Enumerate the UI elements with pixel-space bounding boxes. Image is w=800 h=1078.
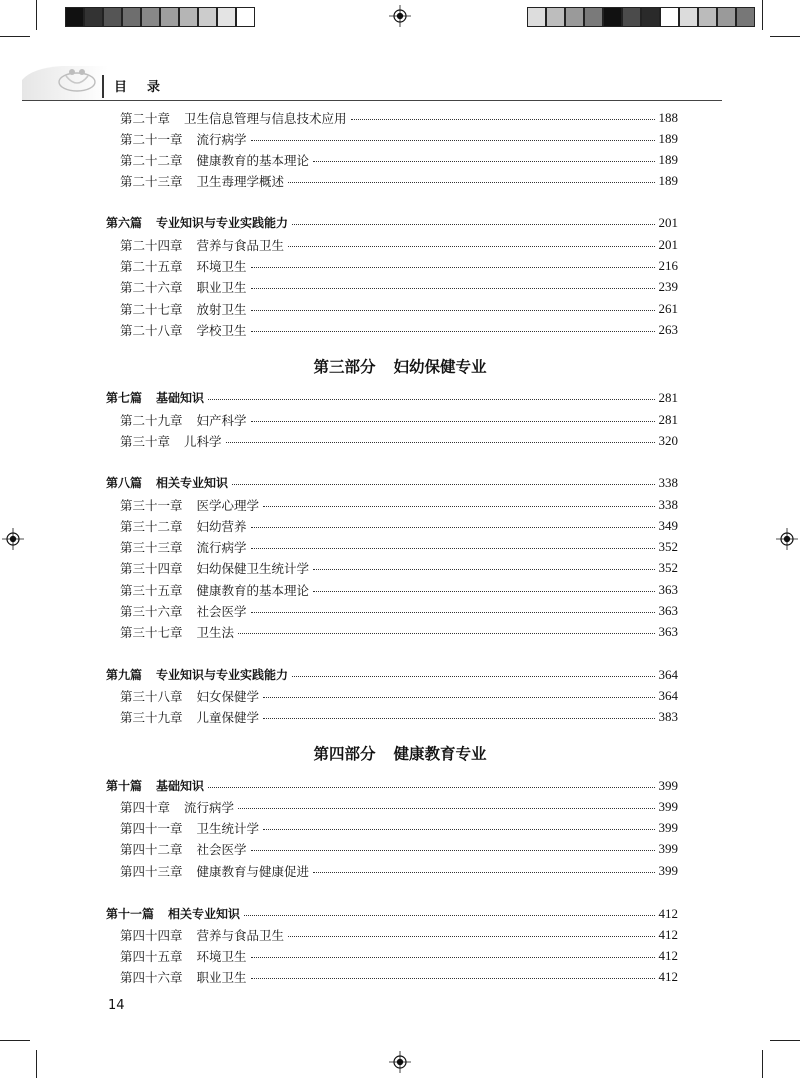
- chapter-number: 第三十三章: [120, 539, 183, 555]
- chapter-title: 儿童保健学: [196, 709, 260, 725]
- chapter-title: 卫生法: [196, 624, 235, 640]
- chapter-number: 第二十二章: [120, 152, 183, 168]
- chapter-number: 第三十五章: [120, 582, 183, 598]
- crop-mark: [0, 1040, 30, 1041]
- page-ref: 399: [658, 798, 678, 814]
- leader-dots: [251, 421, 655, 422]
- leader-dots: [288, 936, 654, 937]
- color-swatch: [565, 7, 584, 27]
- part-title: 基础知识: [156, 779, 205, 793]
- chapter-title: 妇幼保健卫生统计学: [196, 560, 310, 576]
- chapter-number: 第四十二章: [120, 841, 183, 857]
- chapter-number: 第三十九章: [120, 709, 183, 725]
- color-swatch: [84, 7, 103, 27]
- crop-mark: [770, 1040, 800, 1041]
- leader-dots: [263, 697, 654, 698]
- toc-chapter[interactable]: [120, 536, 678, 557]
- toc-chapter[interactable]: [120, 128, 678, 149]
- leader-dots: [251, 140, 655, 141]
- leader-dots: [238, 808, 654, 809]
- chapter-number: 第四十六章: [120, 969, 183, 985]
- header-title-char: 目: [114, 80, 128, 95]
- section-title: 健康教育专业: [393, 744, 487, 763]
- color-swatch: [698, 7, 717, 27]
- chapter-number: 第二十四章: [120, 237, 183, 253]
- chapter-number: 第四十章: [120, 799, 171, 815]
- toc-part[interactable]: [106, 212, 678, 233]
- chapter-title: 流行病学: [196, 131, 247, 147]
- leader-dots: [292, 676, 654, 677]
- color-swatch: [717, 7, 736, 27]
- leader-dots: [208, 787, 654, 788]
- chapter-title: 职业卫生: [196, 969, 247, 985]
- leader-dots: [313, 591, 654, 592]
- toc-chapter[interactable]: [120, 494, 678, 515]
- section-heading: [0, 355, 800, 377]
- page-ref: 399: [658, 819, 678, 835]
- chapter-title: 环境卫生: [196, 948, 247, 964]
- color-swatch: [198, 7, 217, 27]
- toc-chapter[interactable]: [120, 557, 678, 578]
- toc-chapter[interactable]: [120, 234, 678, 255]
- part-number: 第十一篇: [106, 907, 155, 921]
- chapter-title: 医学心理学: [196, 497, 260, 513]
- chapter-title: 职业卫生: [196, 279, 247, 295]
- chapter-number: 第三十六章: [120, 603, 183, 619]
- chapter-number: 第二十一章: [120, 131, 183, 147]
- leader-dots: [251, 527, 655, 528]
- toc-chapter[interactable]: [120, 430, 678, 451]
- leader-dots: [251, 331, 655, 332]
- color-swatch: [622, 7, 641, 27]
- color-swatch: [141, 7, 160, 27]
- page-ref: 281: [658, 389, 678, 405]
- toc-chapter[interactable]: [120, 107, 678, 128]
- chapter-title: 妇女保健学: [196, 688, 260, 704]
- part-number: 第七篇: [106, 391, 143, 405]
- page-ref: 412: [658, 968, 678, 984]
- chapter-number: 第二十五章: [120, 258, 183, 274]
- chapter-title: 流行病学: [184, 799, 235, 815]
- header-rule: [22, 100, 722, 101]
- color-bar-right: [527, 7, 755, 27]
- page-ref: 364: [658, 687, 678, 703]
- page-ref: 201: [658, 214, 678, 230]
- chapter-title: 健康教育与健康促进: [196, 863, 310, 879]
- page-ref: 189: [658, 172, 678, 188]
- toc-chapter[interactable]: [120, 170, 678, 191]
- chapter-number: 第三十章: [120, 433, 171, 449]
- toc-part[interactable]: [106, 664, 678, 685]
- crop-mark: [762, 0, 763, 30]
- page-ref: 399: [658, 840, 678, 856]
- color-swatch: [179, 7, 198, 27]
- section-title: 妇幼保健专业: [393, 357, 487, 376]
- toc-chapter[interactable]: [120, 924, 678, 945]
- section-heading: [0, 742, 800, 764]
- toc-chapter[interactable]: [120, 706, 678, 727]
- chapter-number: 第二十七章: [120, 301, 183, 317]
- leader-dots: [238, 633, 654, 634]
- page-ref: 363: [658, 623, 678, 639]
- page-ref: 189: [658, 130, 678, 146]
- toc-chapter[interactable]: [120, 276, 678, 297]
- page-ref: 281: [658, 411, 678, 427]
- color-swatch: [660, 7, 679, 27]
- color-swatch: [65, 7, 84, 27]
- leader-dots: [251, 310, 655, 311]
- chapter-number: 第二十三章: [120, 173, 183, 189]
- page-ref: 412: [658, 905, 678, 921]
- chapter-title: 卫生统计学: [196, 820, 260, 836]
- color-swatch: [736, 7, 755, 27]
- chapter-title: 社会医学: [196, 603, 247, 619]
- leader-dots: [313, 569, 654, 570]
- registration-mark-top: [389, 5, 411, 27]
- leader-dots: [251, 548, 655, 549]
- chapter-number: 第三十八章: [120, 688, 183, 704]
- leader-dots: [251, 850, 655, 851]
- toc-chapter[interactable]: [120, 860, 678, 881]
- section-label: 第四部分: [313, 744, 376, 763]
- toc-chapter[interactable]: [120, 409, 678, 430]
- chapter-number: 第四十三章: [120, 863, 183, 879]
- leader-dots: [292, 224, 654, 225]
- page-ref: 261: [658, 300, 678, 316]
- page-ref: 188: [658, 109, 678, 125]
- page-ref: 363: [658, 581, 678, 597]
- page-ref: 399: [658, 777, 678, 793]
- toc-part[interactable]: [106, 775, 678, 796]
- toc-part[interactable]: [106, 387, 678, 408]
- page-ref: 399: [658, 862, 678, 878]
- toc-chapter[interactable]: [120, 600, 678, 621]
- page-ref: 216: [658, 257, 678, 273]
- page-ref: 189: [658, 151, 678, 167]
- leader-dots: [251, 957, 655, 958]
- page-ref: 338: [658, 474, 678, 490]
- registration-mark-left: [2, 528, 24, 550]
- toc-chapter[interactable]: [120, 579, 678, 600]
- chapter-title: 营养与食品卫生: [196, 927, 285, 943]
- color-swatch: [122, 7, 141, 27]
- color-swatch: [527, 7, 546, 27]
- part-number: 第八篇: [106, 476, 143, 490]
- leader-dots: [251, 612, 655, 613]
- toc-part[interactable]: [106, 472, 678, 493]
- chapter-number: 第三十七章: [120, 624, 183, 640]
- page-ref: 383: [658, 708, 678, 724]
- color-swatch: [103, 7, 122, 27]
- color-swatch: [160, 7, 179, 27]
- registration-mark-right: [776, 528, 798, 550]
- registration-mark-bottom: [389, 1051, 411, 1073]
- color-swatch: [641, 7, 660, 27]
- chapter-number: 第四十四章: [120, 927, 183, 943]
- chapter-title: 健康教育的基本理论: [196, 152, 310, 168]
- page-number: 14: [108, 998, 125, 1013]
- toc-chapter[interactable]: [120, 149, 678, 170]
- chapter-title: 卫生毒理学概述: [196, 173, 285, 189]
- crop-mark: [0, 36, 30, 37]
- page-ref: 364: [658, 666, 678, 682]
- part-number: 第十篇: [106, 779, 143, 793]
- leader-dots: [313, 872, 654, 873]
- toc-chapter[interactable]: [120, 255, 678, 276]
- page-ref: 352: [658, 538, 678, 554]
- leader-dots: [263, 506, 654, 507]
- chapter-title: 放射卫生: [196, 301, 247, 317]
- leader-dots: [251, 978, 655, 979]
- part-title: 专业知识与专业实践能力: [156, 216, 289, 230]
- leader-dots: [251, 288, 655, 289]
- chapter-number: 第四十五章: [120, 948, 183, 964]
- chapter-title: 健康教育的基本理论: [196, 582, 310, 598]
- leader-dots: [244, 915, 654, 916]
- toc-chapter[interactable]: [120, 796, 678, 817]
- chapter-number: 第四十一章: [120, 820, 183, 836]
- color-swatch: [236, 7, 255, 27]
- chapter-title: 社会医学: [196, 841, 247, 857]
- toc-chapter[interactable]: [120, 298, 678, 319]
- toc-chapter[interactable]: [120, 515, 678, 536]
- leader-dots: [351, 119, 655, 120]
- chapter-number: 第二十九章: [120, 412, 183, 428]
- chapter-title: 学校卫生: [196, 322, 247, 338]
- leader-dots: [232, 484, 654, 485]
- crop-mark: [770, 36, 800, 37]
- crop-mark: [762, 1050, 763, 1078]
- page-ref: 338: [658, 496, 678, 512]
- color-swatch: [546, 7, 565, 27]
- toc-chapter[interactable]: [120, 817, 678, 838]
- part-title: 基础知识: [156, 391, 205, 405]
- color-swatch: [584, 7, 603, 27]
- toc-chapter[interactable]: [120, 838, 678, 859]
- color-swatch: [679, 7, 698, 27]
- chapter-title: 儿科学: [184, 433, 222, 449]
- part-number: 第六篇: [106, 216, 143, 230]
- toc-part[interactable]: [106, 903, 678, 924]
- chapter-number: 第三十二章: [120, 518, 183, 534]
- page-ref: 412: [658, 926, 678, 942]
- toc-chapter[interactable]: [120, 966, 678, 987]
- page-ref: 412: [658, 947, 678, 963]
- page-ref: 320: [658, 432, 678, 448]
- page-ref: 201: [658, 236, 678, 252]
- chapter-title: 营养与食品卫生: [196, 237, 285, 253]
- page-ref: 239: [658, 278, 678, 294]
- color-bar-left: [65, 7, 255, 27]
- chapter-number: 第二十六章: [120, 279, 183, 295]
- leader-dots: [251, 267, 655, 268]
- page-ref: 263: [658, 321, 678, 337]
- crop-mark: [36, 1050, 37, 1078]
- part-title: 相关专业知识: [156, 476, 229, 490]
- toc-chapter[interactable]: [120, 685, 678, 706]
- page-ref: 349: [658, 517, 678, 533]
- toc-chapter[interactable]: [120, 319, 678, 340]
- chapter-title: 妇幼营养: [196, 518, 247, 534]
- leader-dots: [226, 442, 655, 443]
- page-ref: 352: [658, 559, 678, 575]
- section-label: 第三部分: [313, 357, 376, 376]
- chapter-title: 妇产科学: [196, 412, 247, 428]
- header-title-char: 录: [147, 80, 161, 95]
- chapter-number: 第三十四章: [120, 560, 183, 576]
- part-title: 专业知识与专业实践能力: [156, 668, 289, 682]
- page-ref: 363: [658, 602, 678, 618]
- color-swatch: [603, 7, 622, 27]
- part-title: 相关专业知识: [168, 907, 241, 921]
- toc-chapter[interactable]: [120, 945, 678, 966]
- leader-dots: [263, 718, 654, 719]
- leader-dots: [313, 161, 654, 162]
- toc-chapter[interactable]: [120, 621, 678, 642]
- header-logo: [22, 60, 108, 100]
- chapter-title: 卫生信息管理与信息技术应用: [184, 110, 347, 126]
- color-swatch: [217, 7, 236, 27]
- leader-dots: [288, 182, 654, 183]
- leader-dots: [208, 399, 654, 400]
- chapter-number: 第二十章: [120, 110, 171, 126]
- leader-dots: [288, 246, 654, 247]
- part-number: 第九篇: [106, 668, 143, 682]
- chapter-title: 流行病学: [196, 539, 247, 555]
- chapter-number: 第二十八章: [120, 322, 183, 338]
- crop-mark: [36, 0, 37, 30]
- chapter-number: 第三十一章: [120, 497, 183, 513]
- header-title: [114, 76, 160, 95]
- header-divider: [102, 75, 104, 98]
- leader-dots: [263, 829, 654, 830]
- chapter-title: 环境卫生: [196, 258, 247, 274]
